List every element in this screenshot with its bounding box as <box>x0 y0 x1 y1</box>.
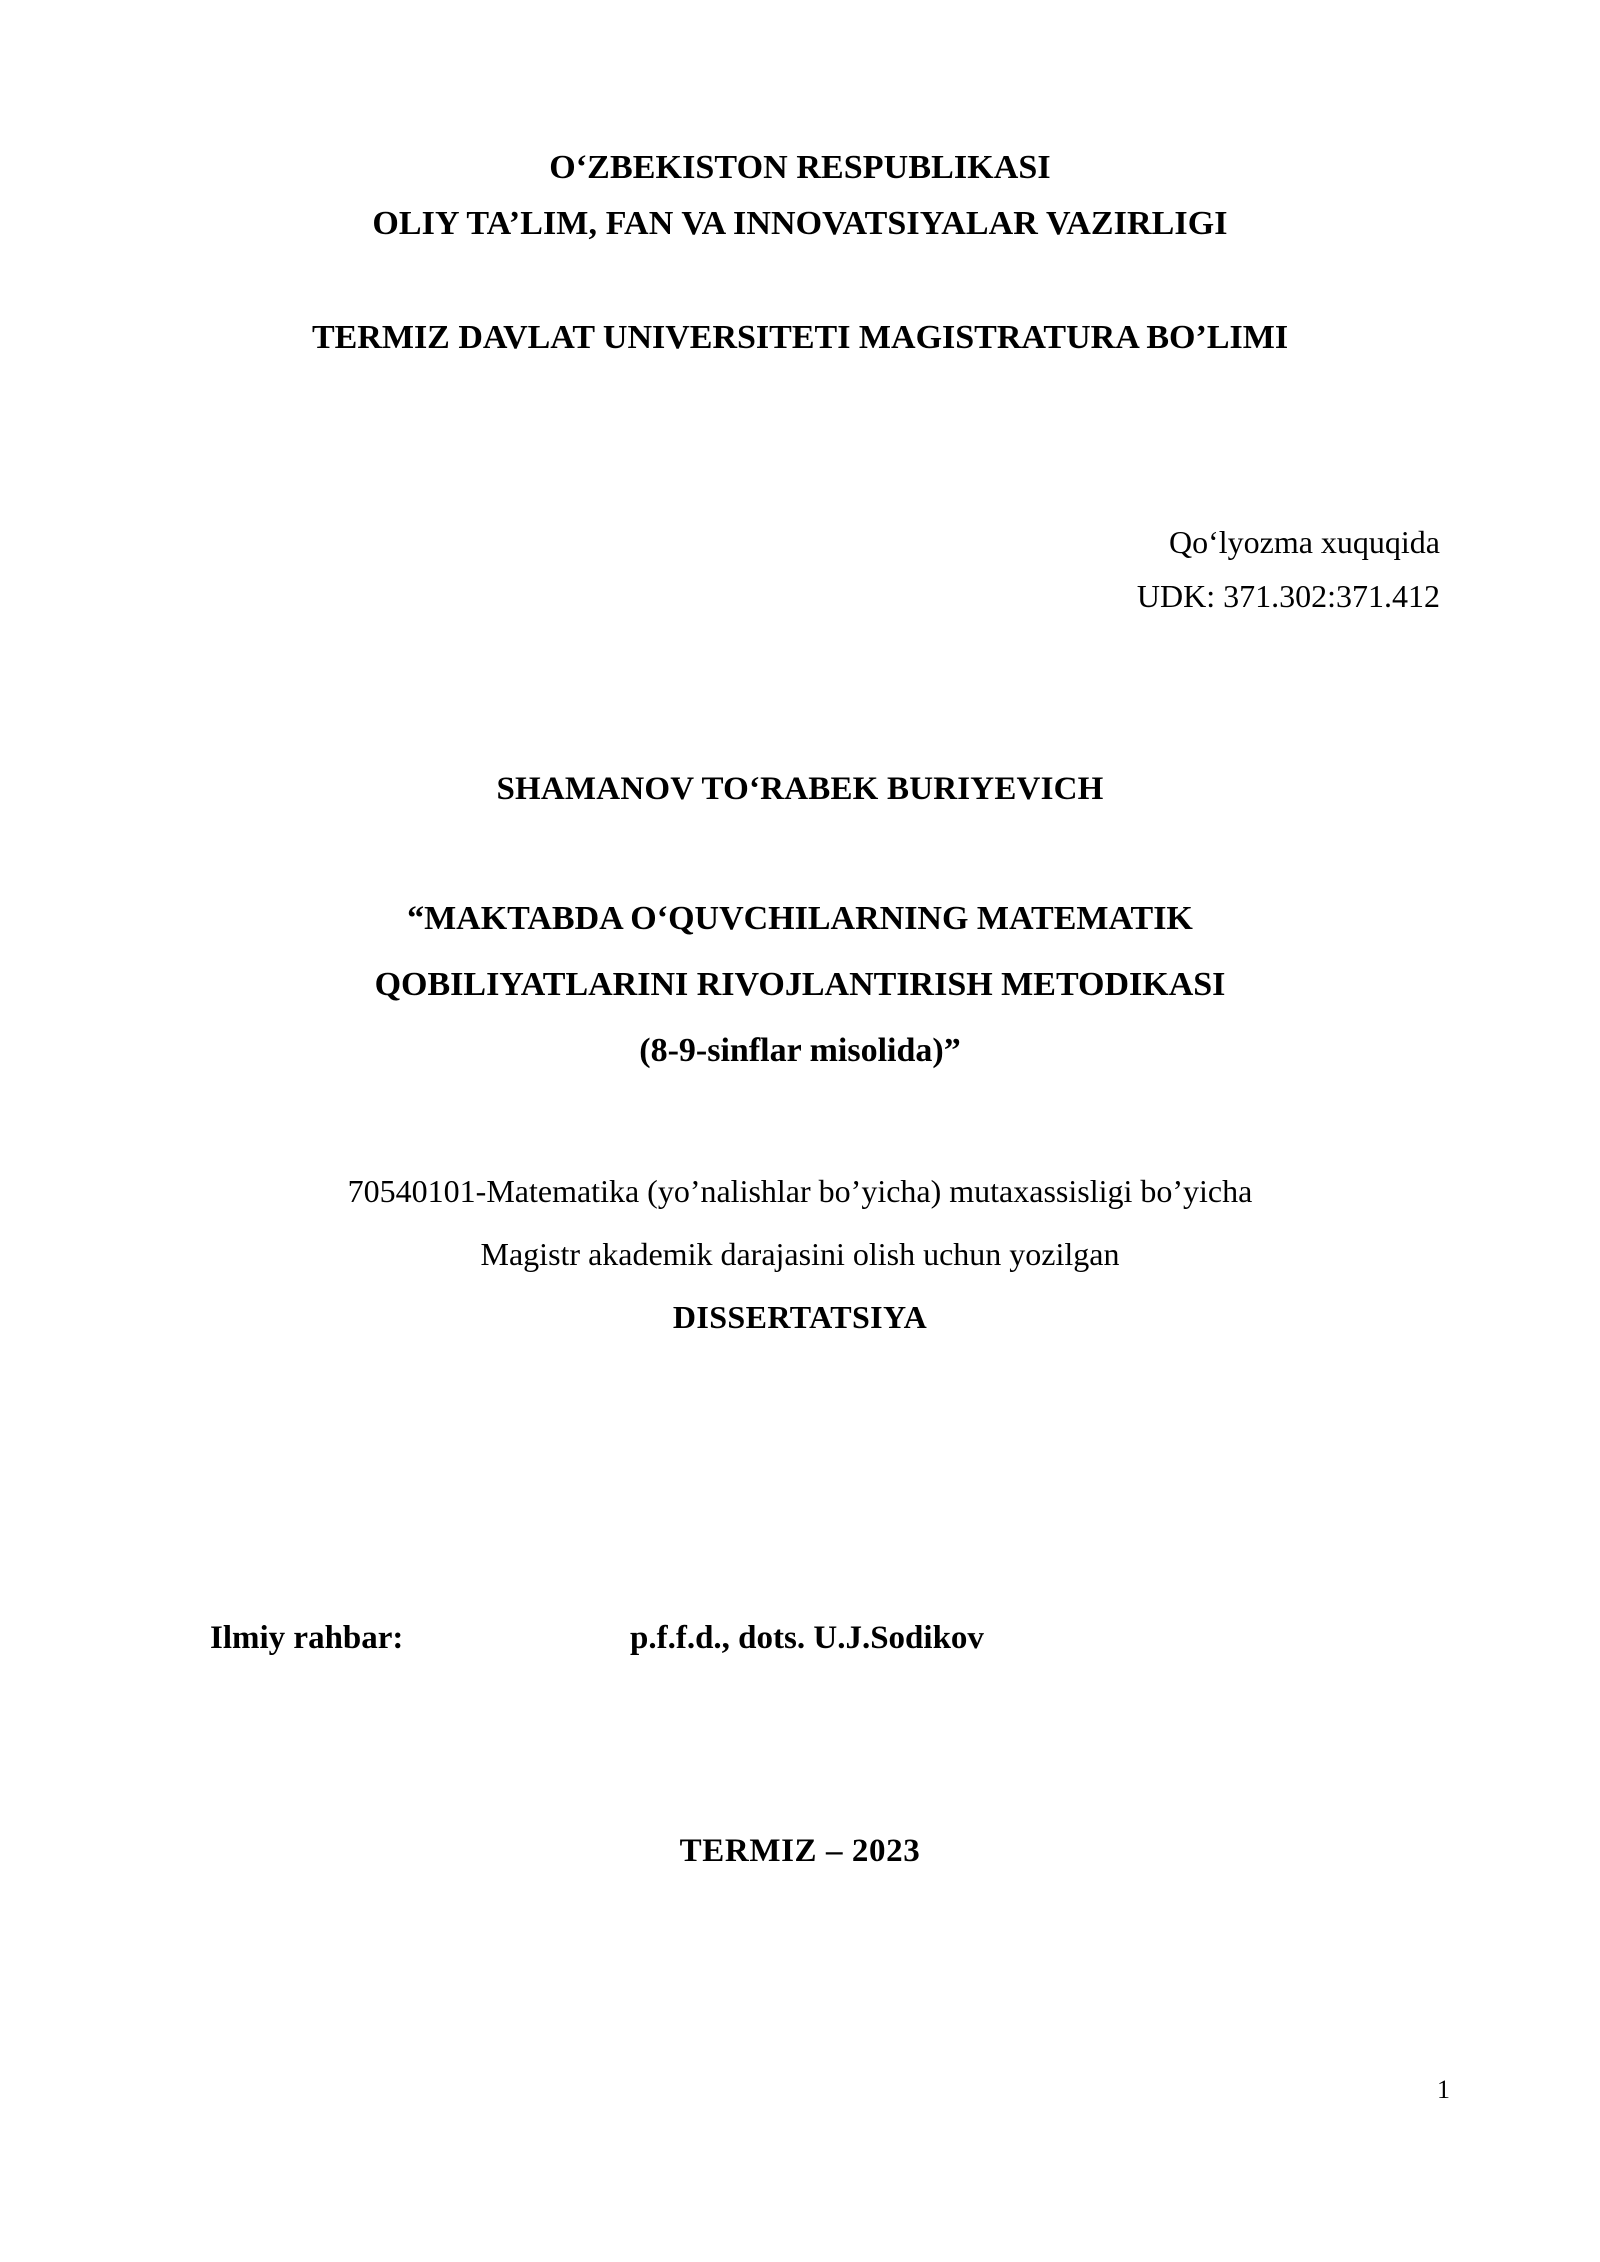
advisor-value: p.f.f.d., dots. U.J.Sodikov <box>630 1620 984 1656</box>
thesis-title-line-3: (8-9-sinflar misolida)” <box>639 1032 961 1069</box>
document-type-label: DISSERTATSIYA <box>672 1299 928 1335</box>
udk-code: UDK: 371.302:371.412 <box>1136 578 1440 614</box>
ministry-header <box>150 140 1450 252</box>
degree-statement <box>150 1160 1450 1349</box>
advisor-label: Ilmiy rahbar: <box>210 1620 404 1656</box>
ministry-line-2: OLIY TA’LIM, FAN VA INNOVATSIYALAR VAZIRLIGI <box>372 205 1228 242</box>
thesis-title-line-1: “MAKTABDA O‘QUVCHILARNING MATEMATIK <box>407 900 1193 937</box>
specialty-line: 70540101-Matematika (yo’nalishlar bo’yicha) mutaxassisligi bo’yicha <box>347 1173 1253 1209</box>
department-header: TERMIZ DAVLAT UNIVERSITETI MAGISTRATURA BO’LIMI <box>311 319 1289 356</box>
author-name: SHAMANOV TO‘RABEK BURIYEVICH <box>496 771 1104 807</box>
thesis-title <box>150 886 1460 1084</box>
degree-purpose-line: Magistr akademik darajasini olish uchun yozilgan <box>480 1236 1120 1272</box>
ministry-line-1: O‘ZBEKISTON RESPUBLIKASI <box>549 149 1051 186</box>
manuscript-info-block <box>140 515 1450 623</box>
manuscript-rights: Qo‘lyozma xuquqida <box>1168 524 1440 560</box>
thesis-title-line-2: QOBILIYATLARINI RIVOJLANTIRISH METODIKASI <box>374 966 1226 1003</box>
city-year-footer: TERMIZ – 2023 <box>679 1833 921 1869</box>
page-number: 1 <box>1437 2075 1450 2104</box>
advisor-row <box>150 1615 1450 1661</box>
